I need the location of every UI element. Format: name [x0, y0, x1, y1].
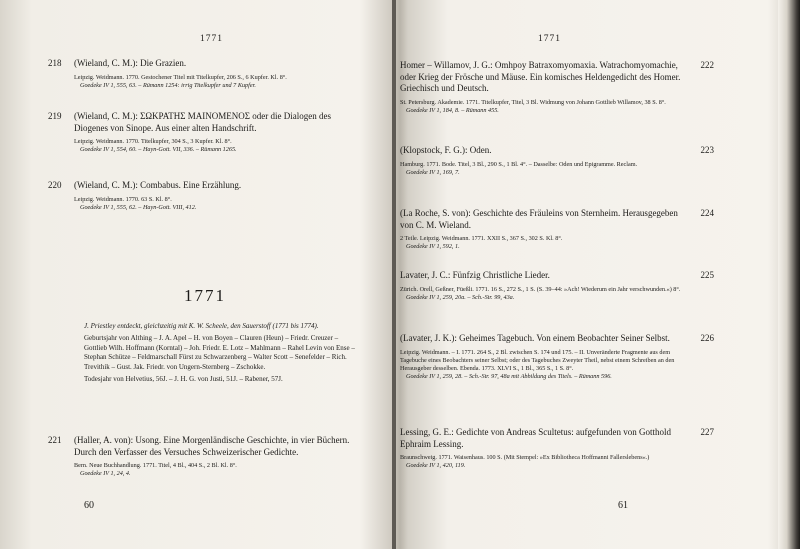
entry-title: (Lavater, J. K.): Geheimes Tagebuch. Von einem Beobachter Seiner Selbst.	[400, 333, 670, 343]
page-edge	[778, 0, 800, 549]
catalog-entry	[400, 208, 714, 251]
page-number: 60	[84, 500, 94, 511]
entry-reference: Goedeke IV 1, 555, 63. – Rümann 1254: irrig Titelkupfer und 7 Kupfer.	[80, 81, 256, 89]
entry-reference: Goedeke IV 1, 184, 8. – Rümann 455.	[406, 106, 499, 114]
right-page	[396, 0, 776, 549]
entry-number: 219	[48, 111, 62, 121]
entry-number: 218	[48, 58, 62, 68]
entry-title: (Klopstock, F. G.): Oden.	[400, 145, 492, 155]
entry-reference: Goedeke IV 1, 592, 1.	[406, 243, 460, 251]
entry-title: (Wieland, C. M.): Die Grazien.	[74, 58, 187, 68]
entry-number: 222	[700, 60, 714, 70]
catalog-entry	[48, 111, 364, 154]
entry-publication: Braunschweig. 1771. Waisenhaus. 100 S. (Mit Stempel: »Ex Bibliotheca Hoffmanni Fallerslebens«.)	[400, 454, 650, 461]
entry-number: 224	[700, 208, 714, 218]
catalog-entry	[400, 270, 714, 302]
entry-title: Homer – Willamov, J. G.: Omhpoy Batraxomyomaxia. Watrachomyomachie, oder Krieg der Frösche und Mäuse. Ein komisches Heldengedicht des Homer. Griechisch und Deutsch.	[400, 60, 681, 93]
entry-number: 227	[700, 427, 714, 437]
year-heading: 1771	[184, 286, 226, 305]
page-number: 61	[618, 500, 628, 511]
running-head: 1771	[200, 34, 223, 44]
entry-publication: Leipzig. Weidmann. 1770. 63 S. Kl. 8°.	[74, 195, 172, 203]
entry-number: 221	[48, 435, 62, 445]
entry-title: Lessing, G. E.: Gedichte von Andreas Scultetus: aufgefunden von Gotthold Ephraim Lessing.	[400, 427, 671, 449]
entry-reference: Goedeke IV 1, 554, 60. – Hayn-Gott. VII, 336. – Rümann 1265.	[80, 146, 237, 154]
entry-publication: Leipzig. Weidmann. 1770. Titelkupfer, 304 S., 3 Kupfer. Kl. 8°.	[74, 138, 232, 145]
entry-reference: Goedeke IV 1, 555, 62. – Hayn-Gott. VIII, 412.	[80, 203, 197, 211]
catalog-entry	[400, 145, 714, 177]
entry-publication: Bern. Neue Buchhandlung. 1771. Titel, 4 Bl., 404 S., 2 Bl. Kl. 8°.	[74, 462, 237, 469]
catalog-entry	[48, 435, 364, 478]
entry-publication: 2 Teile. Leipzig. Weidmann. 1771. XXII S., 367 S., 302 S. Kl. 8°.	[400, 235, 563, 242]
entry-title: (Haller, A. von): Usong. Eine Morgenländische Geschichte, in vier Büchern. Durch den Verfasser des Versuches Schweizerischer Gedichte.	[74, 435, 350, 457]
entry-reference: Goedeke IV 1, 420, 119.	[406, 462, 466, 470]
chronicle	[84, 322, 362, 387]
entry-publication: Leipzig. Weidmann. – I. 1771. 264 S., 2 Bl. zwischen S. 174 und 175. – II. Unveränderte Fragmente aus dem Tagebuche eines Beobachters seiner Selbst; oder des Tagebuches Zweyter Theil, nebst einem Schreiben an den Herausgeber desselben. Ebenda. 1773. XLVI S., 1 Bl., 365 S., 1 S. 8°.	[400, 348, 675, 372]
entry-title: (Wieland, C. M.): Combabus. Eine Erzählung.	[74, 180, 242, 190]
entry-title: (Wieland, C. M.): ΣΩΚΡΑΤΗΣ ΜΑΙΝΟΜΕΝΟΣ oder die Dialogen des Diogenes von Sinope. Aus einer alten Handschrift.	[74, 111, 331, 133]
catalog-entry	[400, 60, 714, 115]
entry-reference: Goedeke IV 1, 259, 28. – Sch.-Str. 97, 48a mit Abbildung des Titels. – Rümann 596.	[406, 373, 612, 381]
entry-number: 220	[48, 180, 62, 190]
entry-reference: Goedeke IV 1, 24, 4.	[80, 470, 131, 478]
entry-publication: Leipzig. Weidmann. 1770. Gestochener Titel mit Titelkupfer, 206 S., 6 Kupfer. Kl. 8°.	[74, 73, 287, 81]
entry-number: 225	[700, 270, 714, 280]
entry-publication: St. Petersburg. Akademie. 1771. Titelkupfer, Titel, 3 Bl. Widmung von Johann Gottlieb Willamov, 38 S. 8°.	[400, 98, 666, 106]
entry-publication: Zürich. Orell, Geßner, Füeßli. 1771. 16 S., 272 S., 1 S. (S. 39–44: »Ach! Wiederum ein Jahr verschwunden.«) 8°.	[400, 285, 681, 293]
chronicle-event: J. Priestley entdeckt, gleichzeitig mit K. W. Scheele, den Sauerstoff (1771 bis 1774).	[84, 322, 319, 330]
running-head: 1771	[538, 34, 561, 44]
catalog-entry	[400, 427, 714, 470]
entry-number: 226	[700, 333, 714, 343]
entry-publication: Hamburg. 1771. Bode. Titel, 3 Bl., 290 S., 1 Bl. 4°. – Dasselbe: Oden und Epigramme. Reclam.	[400, 160, 638, 168]
catalog-entry	[48, 180, 364, 212]
chronicle-births: Geburtsjahr von Althing – J. A. Apel – H. von Boyen – Clauren (Heun) – Friedr. Creuzer – Gottlieb Wilh. Hoffmann (Korntal) – Joh. Friedr. E. Lotz – Mahlmann – Rahel Levin von Ense – Stephan Schütze – Feldmarschall Fürst zu Schwarzenberg – Walter Scott – Senefelder – Rich. Trevithik – Gust. Jak. Friedr. von Ungern-Sternberg – Zschokke.	[84, 334, 355, 371]
entry-title: Lavater, J. C.: Fünfzig Christliche Lieder.	[400, 270, 550, 280]
catalog-entry	[400, 333, 714, 381]
catalog-entry	[48, 58, 364, 90]
left-page	[0, 0, 392, 549]
entry-number: 223	[700, 145, 714, 155]
entry-reference: Goedeke IV 1, 259, 20a. – Sch.-Str. 99, 43a.	[406, 293, 515, 301]
chronicle-deaths: Todesjahr von Helvetius, 56J. – J. H. G. von Justi, 51J. – Rabener, 57J.	[84, 375, 283, 384]
entry-reference: Goedeke IV 1, 169, 7.	[406, 168, 460, 176]
entry-title: (La Roche, S. von): Geschichte des Fräuleins von Sternheim. Herausgegeben von C. M. Wieland.	[400, 208, 678, 230]
